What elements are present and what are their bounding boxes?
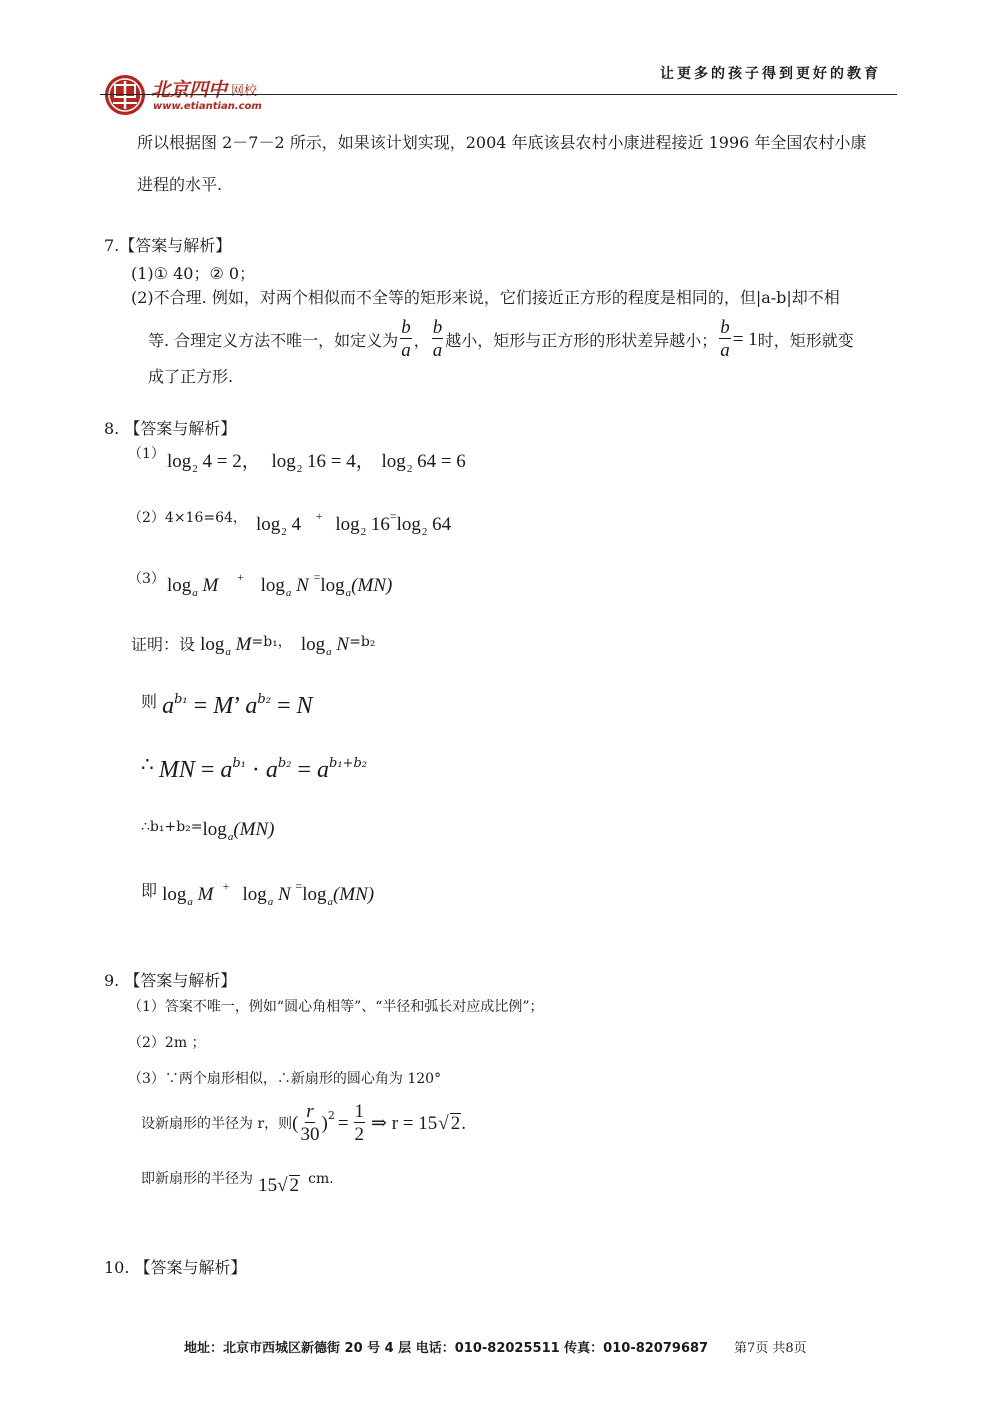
q9-title: 9. 【答案与解析】 bbox=[104, 971, 237, 990]
q7-title: 7.【答案与解析】 bbox=[104, 236, 232, 255]
header-slogan: 让更多的孩子得到更好的教育 bbox=[660, 66, 881, 82]
q7-frac-2: $\frac{b}{a}$ bbox=[432, 317, 443, 361]
q8-conclusion-line: 即 $\log_a M$ + $\log_a N$ $^=\log_a(MN)$ bbox=[141, 879, 375, 908]
logo-brand: 北京四中 bbox=[151, 79, 228, 101]
q8-therefore-line-1: ∴ MN = $a^{b_1} \cdot a^{b_2} = a^{b_1+b_2}$ bbox=[141, 752, 367, 783]
q7-frac-1: $\frac{b}{a}$ bbox=[401, 317, 411, 361]
q9-frac-half: $\frac{1}{2}$ bbox=[354, 1101, 365, 1145]
q7-line2-text-b: 越小，矩形与正方形的形状差异越小； bbox=[445, 330, 718, 350]
header-rule bbox=[100, 94, 897, 95]
logo-sub: 网校 bbox=[231, 84, 258, 99]
top-text-line-2: 进程的水平. bbox=[137, 175, 223, 194]
q8-p1-equations: $\log_2 4 = 2$， $\log_2 16 = 4$， $\log_2 64 = 6$ bbox=[167, 451, 466, 475]
footer-page-number: 第7页 共8页 bbox=[734, 1341, 807, 1356]
q8-p2-equation: $\log_2 4$ + $\log_2 16^=\log_2$ 64 bbox=[256, 509, 452, 538]
q7-line2-text-a: 等. 合理定义方法不唯一，如定义为 bbox=[148, 330, 399, 350]
top-text-line-1: 所以根据图 2－7－2 所示，如果该计划实现，2004 年底该县农村小康进程接近 1996 年全国农村小康 bbox=[137, 133, 867, 152]
q7-part1: (1)① 40；② 0； bbox=[131, 264, 256, 283]
q9-part2: （2）2m ； bbox=[128, 1035, 206, 1051]
q8-proof-line: 证明：设 $\log_a M=b_1$， $\log_a N=b_2$ bbox=[131, 634, 376, 658]
q8-title: 8. 【答案与解析】 bbox=[104, 419, 237, 438]
q7-eq-one: = 1 bbox=[732, 328, 758, 350]
logo-url: www.etiantian.com bbox=[153, 101, 262, 112]
q7-part2-line2: 等. 合理定义方法不唯一，如定义为 $\frac{b}{a}$ ， $\frac{b}{a}$ 越小，矩形与正方形的形状差异越小； $\frac{b}{a}$ = 1 时，矩形就变 bbox=[148, 317, 854, 361]
q7-line2-text-c: 时，矩形就变 bbox=[757, 330, 854, 350]
q8-therefore-line-2: $\therefore b_1+b_2=\log_a(MN)$ bbox=[141, 819, 275, 843]
footer-address: 地址：北京市西城区新德街 20 号 4 层 电话：010-82025511 传真：010-82079687 bbox=[184, 1341, 709, 1356]
q8-p2-label: （2）4×16=64， bbox=[128, 510, 247, 526]
q9-frac-r30: $\frac{r}{30}$ bbox=[300, 1101, 320, 1145]
q9-result-line: 即新扇形的半径为 15√ 2 cm. bbox=[141, 1171, 334, 1196]
school-logo bbox=[103, 73, 273, 119]
q9-part3: （3）∵两个扇形相似，∴新扇形的圆心角为 120° bbox=[128, 1071, 442, 1087]
q7-part2-line3: 成了正方形. bbox=[148, 367, 234, 386]
q7-frac-3: $\frac{b}{a}$ bbox=[720, 317, 730, 361]
q10-title: 10. 【答案与解析】 bbox=[104, 1258, 247, 1277]
q8-then-line: 则 $a^{b_1} = M$’ $a^{b_2} = N$ bbox=[141, 692, 313, 719]
q8-p3-equation: $\log_a M$ + $\log_a N$ $^=\log_a(MN)$ bbox=[167, 570, 393, 599]
q7-part2-line1: (2)不合理. 例如，对两个相似而不全等的矩形来说，它们接近正方形的程度是相同的，但|a-b|却不相 bbox=[131, 288, 840, 307]
q8-p1-label: （1） bbox=[128, 446, 165, 462]
q9-part1: （1）答案不唯一，例如“圆心角相等”、“半径和弧长对应成比例”； bbox=[128, 999, 544, 1015]
logo-emblem-icon bbox=[103, 73, 147, 117]
q8-p3-label: （3） bbox=[128, 571, 165, 587]
q9-radius-line: 设新扇形的半径为 r，则 ( $\frac{r}{30}$ ) 2 = $\frac{1}{2}$ ⇒ r = 15 √ 2 . bbox=[141, 1101, 466, 1145]
